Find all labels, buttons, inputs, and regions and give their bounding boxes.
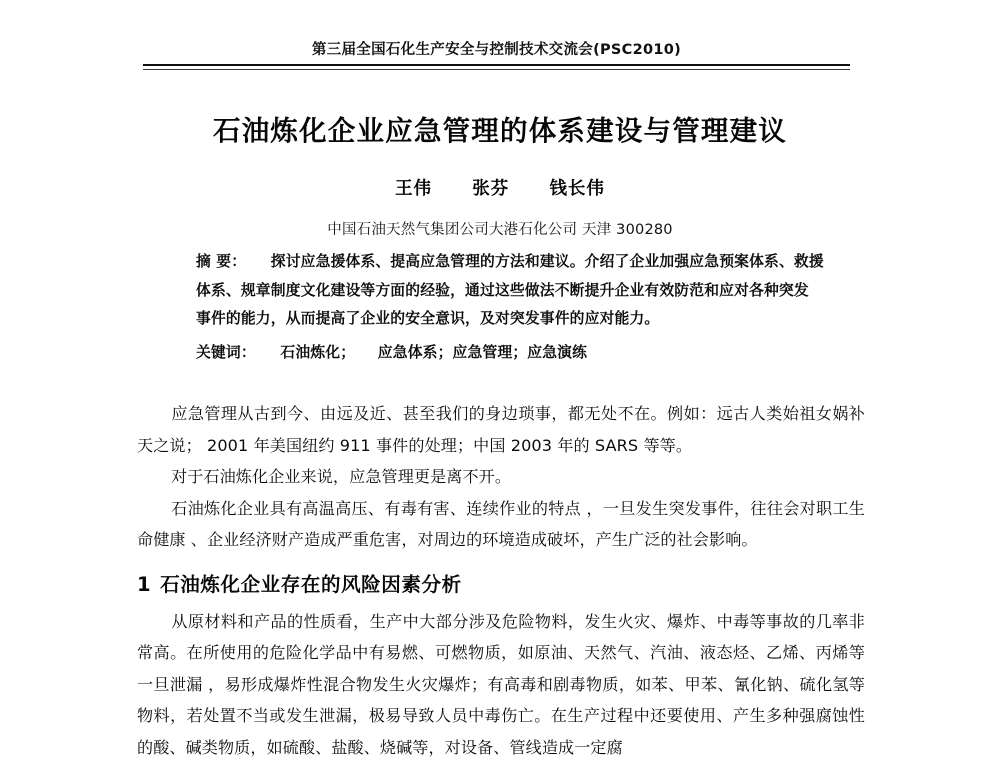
page-title: 石油炼化企业应急管理的体系建设与管理建议 [100,108,900,148]
paragraph-text: 应急管理从古到今、由远及近、甚至我们的身边琐事，都无处不在。例如：远古人类始祖女娲补天之说； 2001 年美国纽约 911 事件的处理；中国 2003 年的 SARS 等等。 [137,404,865,455]
abstract-line [196,305,830,334]
paragraph-text: 石油炼化企业具有高温高压、有毒有害、连续作业的特点 ，一旦发生突发事件，往往会对职工生命健康 、企业经济财产造成严重危害，对周边的环境造成破坏，产生广泛的社会影响。 [137,499,865,550]
running-header: 第三届全国石化生产安全与控制技术交流会(PSC2010) [143,38,850,59]
abstract-text: 事件的能力，从而提高了企业的安全意识，及对突发事件的应对能力。 [196,310,659,327]
header-rule-top [143,64,850,66]
body-paragraph [137,461,865,493]
body-region [137,398,865,763]
body-paragraph [137,493,865,556]
author-list [100,175,900,200]
keyword-item: 石油炼化； [280,344,355,361]
keywords-label: 关键词： [196,344,256,361]
section-title: 石油炼化企业存在的风险因素分析 [160,573,462,596]
author-name: 王伟 [395,179,432,199]
section-number: 1 [137,573,151,596]
header-rule-bottom [143,69,850,70]
section-heading-1 [137,569,865,597]
author-name: 张芬 [472,179,509,199]
paragraph-text: 从原材料和产品的性质看，生产中大部分涉及危险物料，发生火灾、爆炸、中毒等事故的几率非常高。在所使用的危险化学品中有易燃、可燃物质，如原油、天然气、汽油、液态烃、乙烯、丙烯等一旦泄漏 ，易形成爆炸性混合物发生火灾爆炸；有高毒和剧毒物质，如苯、甲苯、氰化钠、硫化氢等物料，若处置不当或发生泄漏，极易导致人员中毒伤亡。在生产过程中还要使用、产生多种强腐蚀性的酸、碱类物质，如硫酸、盐酸、烧碱等，对设备、管线造成一定腐 [137,612,865,757]
abstract-block [196,248,830,334]
paragraph-text: 对于石油炼化企业来说，应急管理更是离不开。 [171,467,511,486]
abstract-line [196,277,830,306]
keyword-item: 应急体系；应急管理；应急演练 [378,344,587,361]
body-paragraph [137,398,865,461]
author-name: 钱长伟 [549,179,605,199]
abstract-line [196,248,830,277]
abstract-text: 体系、规章制度文化建设等方面的经验，通过这些做法不断提升企业有效防范和应对各种突发 [196,282,809,299]
abstract-text: 探讨应急援体系、提高应急管理的方法和建议。介绍了企业加强应急预案体系、救援 [271,253,824,270]
abstract-label: 摘 要： [196,253,246,270]
body-paragraph [137,606,865,763]
author-affiliation: 中国石油天然气集团公司大港石化公司 天津 300280 [100,218,900,239]
keywords-line [196,341,587,362]
